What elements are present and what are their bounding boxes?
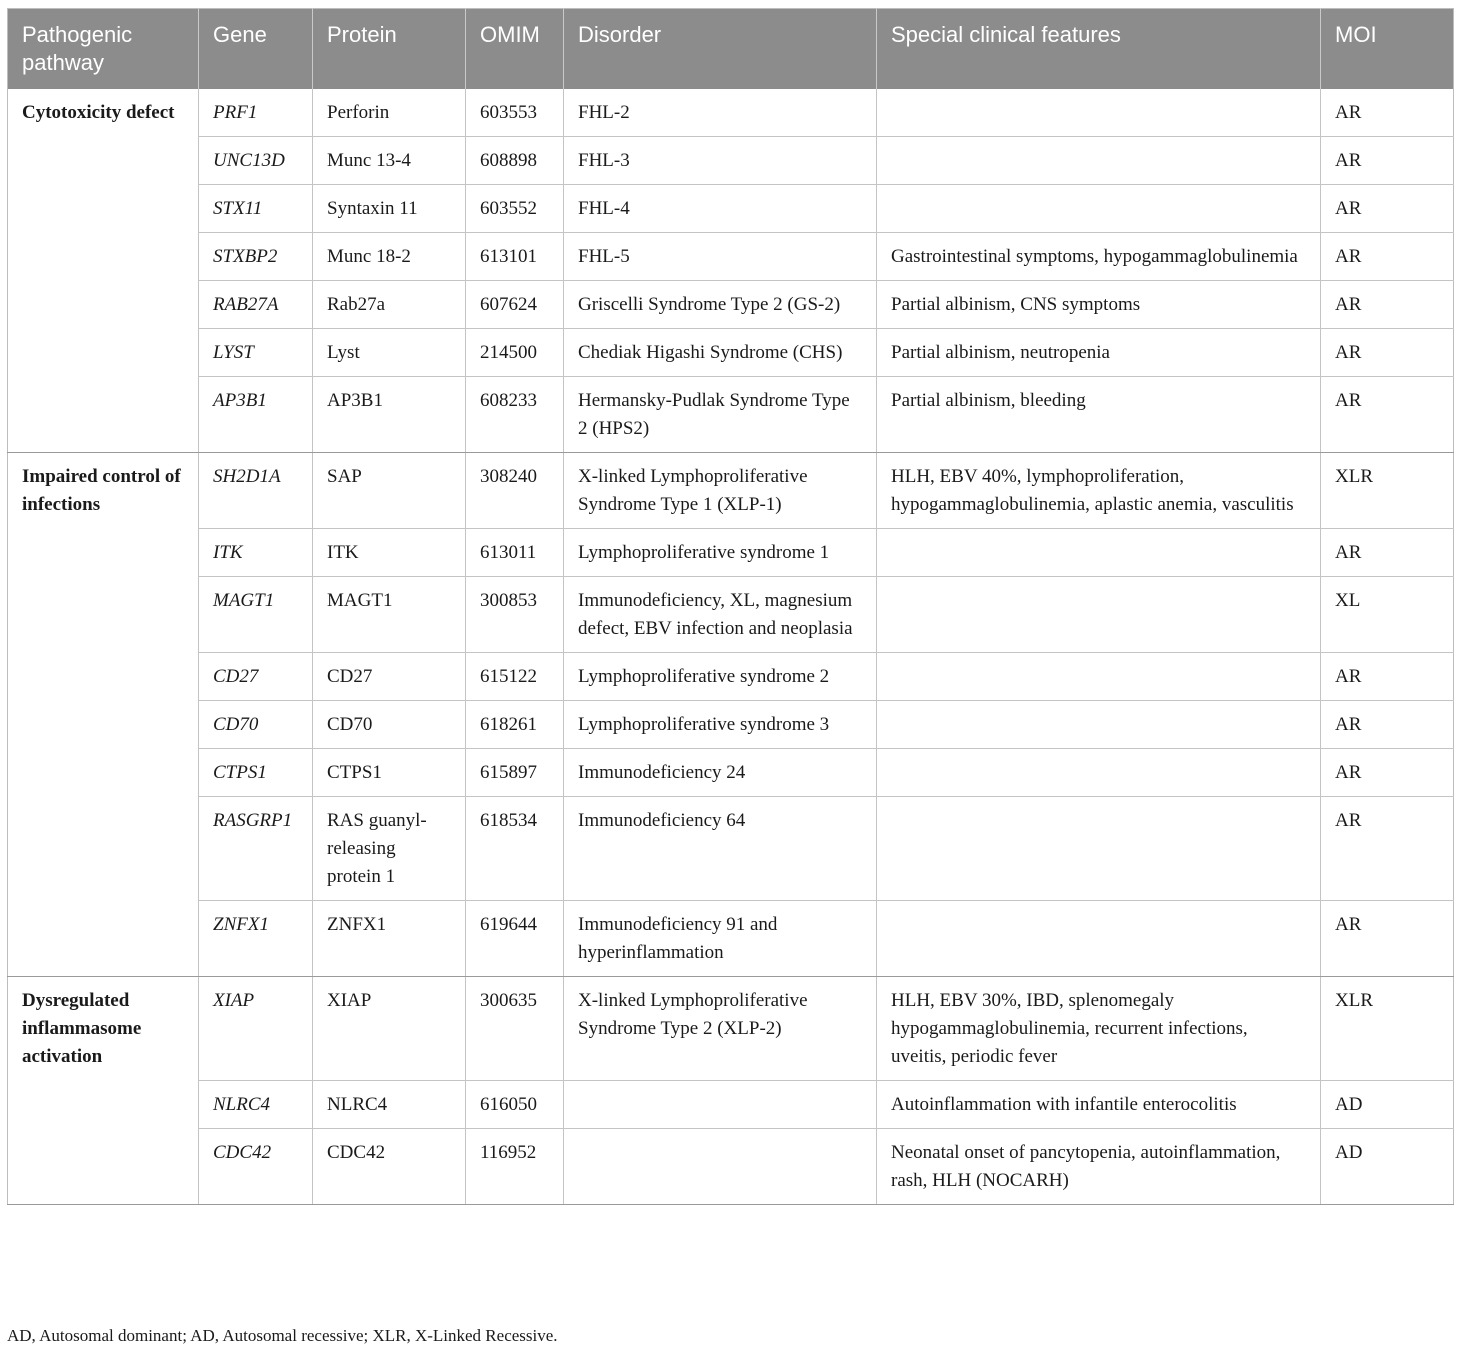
moi-cell: XLR: [1321, 453, 1454, 529]
features-cell: Autoinflammation with infantile enterocolitis: [877, 1081, 1321, 1129]
features-cell: Gastrointestinal symptoms, hypogammaglobulinemia: [877, 233, 1321, 281]
moi-cell: AD: [1321, 1129, 1454, 1205]
table-footnote: AD, Autosomal dominant; AD, Autosomal recessive; XLR, X-Linked Recessive.: [7, 1326, 558, 1345]
features-cell: HLH, EBV 40%, lymphoproliferation, hypogammaglobulinemia, aplastic anemia, vasculitis: [877, 453, 1321, 529]
gene-cell: CD70: [199, 701, 313, 749]
header-disorder: Disorder: [564, 9, 877, 90]
gene-cell: ITK: [199, 529, 313, 577]
protein-cell: Lyst: [313, 329, 466, 377]
moi-cell: AR: [1321, 377, 1454, 453]
gene-cell: SH2D1A: [199, 453, 313, 529]
moi-cell: AR: [1321, 901, 1454, 977]
moi-cell: XLR: [1321, 977, 1454, 1081]
table-row: [8, 89, 1454, 137]
moi-cell: AR: [1321, 749, 1454, 797]
omim-cell: 613011: [466, 529, 564, 577]
table-row: [8, 453, 1454, 529]
disorder-cell: Immunodeficiency 91 and hyperinflammation: [564, 901, 877, 977]
protein-cell: MAGT1: [313, 577, 466, 653]
disorder-cell: Chediak Higashi Syndrome (CHS): [564, 329, 877, 377]
features-cell: [877, 137, 1321, 185]
table-row: [8, 749, 1454, 797]
gene-cell: ZNFX1: [199, 901, 313, 977]
header-row: [8, 9, 1454, 90]
table-body: [8, 89, 1454, 1205]
features-cell: [877, 653, 1321, 701]
table-row: [8, 701, 1454, 749]
features-cell: [877, 901, 1321, 977]
omim-cell: 615897: [466, 749, 564, 797]
disorder-cell: Lymphoproliferative syndrome 1: [564, 529, 877, 577]
protein-cell: CTPS1: [313, 749, 466, 797]
features-cell: [877, 749, 1321, 797]
gene-cell: RAB27A: [199, 281, 313, 329]
protein-cell: CDC42: [313, 1129, 466, 1205]
header-omim: OMIM: [466, 9, 564, 90]
features-cell: [877, 577, 1321, 653]
table-row: [8, 901, 1454, 977]
table-row: [8, 137, 1454, 185]
disorder-cell: Hermansky-Pudlak Syndrome Type 2 (HPS2): [564, 377, 877, 453]
disorder-cell: [564, 1129, 877, 1205]
protein-cell: Munc 13-4: [313, 137, 466, 185]
gene-cell: AP3B1: [199, 377, 313, 453]
disorder-cell: [564, 1081, 877, 1129]
omim-cell: 615122: [466, 653, 564, 701]
gene-cell: CDC42: [199, 1129, 313, 1205]
features-cell: [877, 797, 1321, 901]
omim-cell: 613101: [466, 233, 564, 281]
omim-cell: 618261: [466, 701, 564, 749]
pathway-cell: Impaired control of infections: [8, 453, 199, 977]
gene-cell: RASGRP1: [199, 797, 313, 901]
omim-cell: 116952: [466, 1129, 564, 1205]
table-row: [8, 329, 1454, 377]
gene-cell: CTPS1: [199, 749, 313, 797]
table-row: [8, 577, 1454, 653]
table-row: [8, 1129, 1454, 1205]
pathway-cell: Dysregulated inflammasome activation: [8, 977, 199, 1205]
moi-cell: AR: [1321, 89, 1454, 137]
disorder-cell: FHL-2: [564, 89, 877, 137]
disorder-cell: Immunodeficiency 64: [564, 797, 877, 901]
moi-cell: AR: [1321, 701, 1454, 749]
protein-cell: CD70: [313, 701, 466, 749]
table-row: [8, 185, 1454, 233]
protein-cell: Perforin: [313, 89, 466, 137]
table-row: [8, 281, 1454, 329]
moi-cell: AR: [1321, 185, 1454, 233]
moi-cell: AR: [1321, 529, 1454, 577]
features-cell: Partial albinism, CNS symptoms: [877, 281, 1321, 329]
gene-cell: UNC13D: [199, 137, 313, 185]
disorder-cell: X-linked Lymphoproliferative Syndrome Type 2 (XLP-2): [564, 977, 877, 1081]
header-moi: MOI: [1321, 9, 1454, 90]
disorder-cell: X-linked Lymphoproliferative Syndrome Type 1 (XLP-1): [564, 453, 877, 529]
gene-cell: CD27: [199, 653, 313, 701]
omim-cell: 616050: [466, 1081, 564, 1129]
disorder-cell: Lymphoproliferative syndrome 3: [564, 701, 877, 749]
table-row: [8, 797, 1454, 901]
disorder-cell: Immunodeficiency 24: [564, 749, 877, 797]
omim-cell: 300635: [466, 977, 564, 1081]
table-row: [8, 1081, 1454, 1129]
gene-cell: MAGT1: [199, 577, 313, 653]
table-container: [7, 8, 1453, 1205]
protein-cell: AP3B1: [313, 377, 466, 453]
gene-cell: PRF1: [199, 89, 313, 137]
disorder-table: [7, 8, 1454, 1205]
features-cell: HLH, EBV 30%, IBD, splenomegaly hypogammaglobulinemia, recurrent infections, uveitis, periodic fever: [877, 977, 1321, 1081]
moi-cell: XL: [1321, 577, 1454, 653]
gene-cell: STXBP2: [199, 233, 313, 281]
omim-cell: 300853: [466, 577, 564, 653]
header-clinical-features: Special clinical features: [877, 9, 1321, 90]
features-cell: [877, 701, 1321, 749]
table-row: [8, 233, 1454, 281]
disorder-cell: Immunodeficiency, XL, magnesium defect, EBV infection and neoplasia: [564, 577, 877, 653]
omim-cell: 618534: [466, 797, 564, 901]
protein-cell: ITK: [313, 529, 466, 577]
features-cell: Partial albinism, neutropenia: [877, 329, 1321, 377]
protein-cell: Munc 18-2: [313, 233, 466, 281]
moi-cell: AD: [1321, 1081, 1454, 1129]
table-row: [8, 377, 1454, 453]
protein-cell: Rab27a: [313, 281, 466, 329]
features-cell: Neonatal onset of pancytopenia, autoinflammation, rash, HLH (NOCARH): [877, 1129, 1321, 1205]
disorder-cell: FHL-3: [564, 137, 877, 185]
gene-cell: LYST: [199, 329, 313, 377]
protein-cell: Syntaxin 11: [313, 185, 466, 233]
moi-cell: AR: [1321, 233, 1454, 281]
table-row: [8, 977, 1454, 1081]
moi-cell: AR: [1321, 653, 1454, 701]
moi-cell: AR: [1321, 137, 1454, 185]
moi-cell: AR: [1321, 329, 1454, 377]
features-cell: [877, 185, 1321, 233]
omim-cell: 607624: [466, 281, 564, 329]
omim-cell: 619644: [466, 901, 564, 977]
header-pathogenic-pathway: Pathogenic pathway: [8, 9, 199, 90]
omim-cell: 608233: [466, 377, 564, 453]
omim-cell: 608898: [466, 137, 564, 185]
disorder-cell: FHL-4: [564, 185, 877, 233]
features-cell: Partial albinism, bleeding: [877, 377, 1321, 453]
moi-cell: AR: [1321, 281, 1454, 329]
omim-cell: 214500: [466, 329, 564, 377]
omim-cell: 603553: [466, 89, 564, 137]
protein-cell: SAP: [313, 453, 466, 529]
features-cell: [877, 529, 1321, 577]
omim-cell: 603552: [466, 185, 564, 233]
features-cell: [877, 89, 1321, 137]
table-row: [8, 529, 1454, 577]
protein-cell: ZNFX1: [313, 901, 466, 977]
disorder-cell: Griscelli Syndrome Type 2 (GS-2): [564, 281, 877, 329]
protein-cell: CD27: [313, 653, 466, 701]
table-row: [8, 653, 1454, 701]
pathway-cell: Cytotoxicity defect: [8, 89, 199, 453]
moi-cell: AR: [1321, 797, 1454, 901]
header-gene: Gene: [199, 9, 313, 90]
header-protein: Protein: [313, 9, 466, 90]
protein-cell: NLRC4: [313, 1081, 466, 1129]
omim-cell: 308240: [466, 453, 564, 529]
disorder-cell: FHL-5: [564, 233, 877, 281]
gene-cell: XIAP: [199, 977, 313, 1081]
protein-cell: RAS guanyl-releasing protein 1: [313, 797, 466, 901]
disorder-cell: Lymphoproliferative syndrome 2: [564, 653, 877, 701]
gene-cell: STX11: [199, 185, 313, 233]
gene-cell: NLRC4: [199, 1081, 313, 1129]
protein-cell: XIAP: [313, 977, 466, 1081]
